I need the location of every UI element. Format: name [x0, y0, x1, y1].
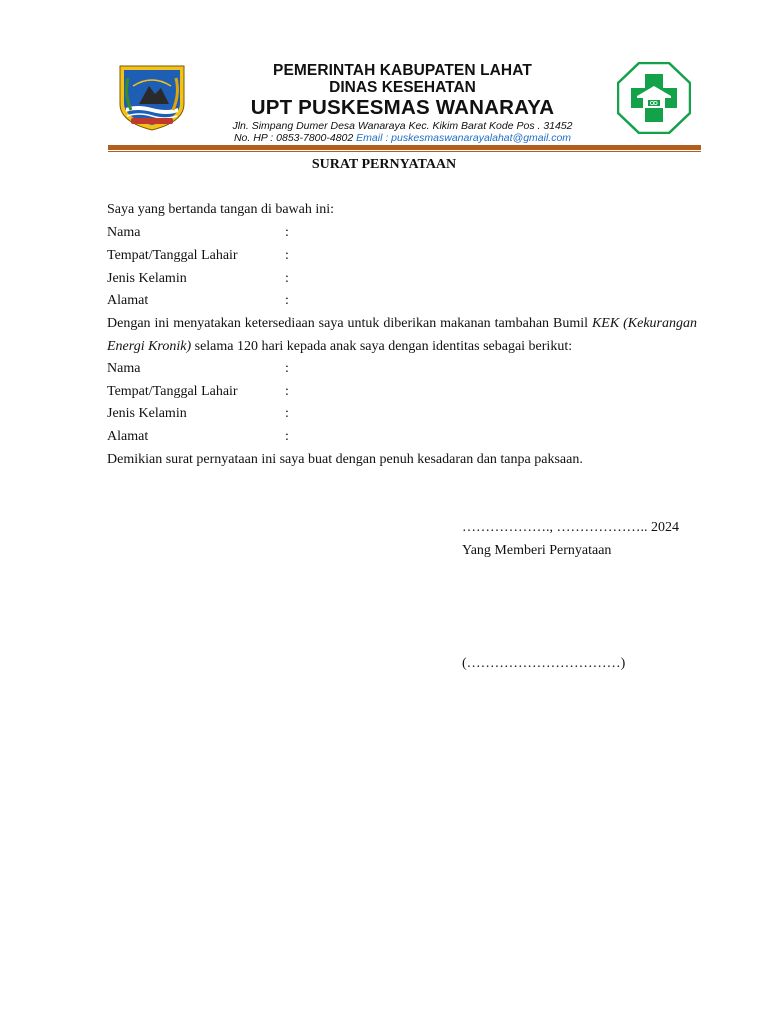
- document-title: SURAT PERNYATAAN: [311, 157, 457, 172]
- field-colon: :: [285, 429, 289, 444]
- statement-part2: selama 120 hari kepada anak saya dengan identitas sebagai berikut:: [191, 339, 573, 354]
- department-name: DINAS KESEHATAN: [329, 79, 476, 96]
- field-colon: :: [285, 271, 289, 286]
- field-colon: :: [285, 384, 289, 399]
- statement-paragraph: [107, 312, 697, 358]
- field-colon: :: [285, 248, 289, 263]
- puskesmas-logo-icon: [617, 62, 691, 134]
- intro-text: Saya yang bertanda tangan di bawah ini:: [107, 202, 335, 217]
- phone-number: No. HP : 0853-7800-4802: [233, 132, 354, 144]
- signer-name-blank: (……………………………): [462, 656, 626, 671]
- letterhead-divider: [108, 145, 701, 150]
- place-date-line: ………………., ……………….. 2024: [462, 520, 679, 535]
- letterhead-divider-thin: [108, 151, 701, 152]
- field-label-birth: Tempat/Tanggal Lahair: [107, 384, 238, 399]
- field-colon: :: [285, 225, 289, 240]
- closing-text: Demikian surat pernyataan ini saya buat dengan penuh kesadaran dan tanpa paksaan.: [107, 452, 583, 467]
- signer-title: Yang Memberi Pernyataan: [462, 543, 612, 558]
- field-label-nama: Nama: [107, 361, 141, 376]
- institution-name: UPT PUSKESMAS WANARAYA: [250, 96, 555, 119]
- field-label-gender: Jenis Kelamin: [107, 271, 187, 286]
- field-label-address: Alamat: [107, 293, 149, 308]
- address-line: Jln. Simpang Dumer Desa Wanaraya Kec. Kikim Barat Kode Pos . 31452: [232, 120, 573, 132]
- field-label-birth: Tempat/Tanggal Lahair: [107, 248, 238, 263]
- government-name: PEMERINTAH KABUPATEN LAHAT: [273, 62, 532, 79]
- field-label-address: Alamat: [107, 429, 149, 444]
- field-label-nama: Nama: [107, 225, 141, 240]
- email-address: Email : puskesmaswanarayalahat@gmail.com: [356, 132, 572, 144]
- letterhead: [200, 62, 605, 144]
- statement-italic: KEK (Kekurangan Energi Kronik): [107, 316, 697, 354]
- lahat-coat-of-arms-icon: [117, 64, 187, 132]
- field-colon: :: [285, 406, 289, 421]
- statement-part1: Dengan ini menyatakan ketersediaan saya untuk diberikan makanan tambahan Bumil: [107, 316, 592, 331]
- contact-line: [200, 132, 605, 144]
- field-colon: :: [285, 361, 289, 376]
- field-label-gender: Jenis Kelamin: [107, 406, 187, 421]
- field-colon: :: [285, 293, 289, 308]
